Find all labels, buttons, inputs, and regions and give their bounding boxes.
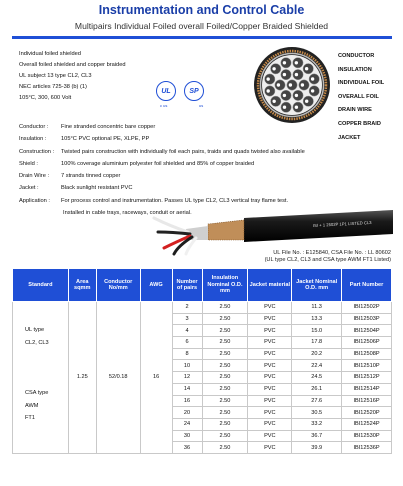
conductor-dot (295, 73, 298, 76)
column-header: Conductor No/mm (96, 269, 140, 302)
conductor-dot (295, 94, 298, 97)
conductor-dot (266, 89, 269, 92)
part-number-cell: IBI12520P (342, 407, 392, 419)
insulation-od-cell: 2.50 (202, 442, 248, 454)
title-divider (12, 36, 392, 39)
jacket-od-cell: 33.2 (292, 418, 342, 430)
jacket-material-cell: PVC (248, 418, 292, 430)
specification-table (12, 268, 392, 454)
jacket-od-cell: 24.5 (292, 372, 342, 384)
layer-label: CONDUCTOR (338, 53, 375, 59)
jacket-od-cell: 11.3 (292, 302, 342, 314)
conductor-dot (277, 83, 280, 86)
spec-item: NEC articles 725-38 (b) (1) (19, 84, 87, 90)
file-number-line: (UL type CL2, CL3 and CSA type AWM FT1 Listed) (264, 257, 391, 263)
property-row (19, 133, 305, 145)
property-value: 7 strands tinned copper (61, 173, 121, 180)
pairs-cell: 36 (172, 442, 202, 454)
spec-item: Overall foiled shielded and copper braided (19, 62, 126, 68)
jacket-material-cell: PVC (248, 302, 292, 314)
property-row (19, 146, 305, 158)
pairs-cell: 24 (172, 418, 202, 430)
jacket-material-cell: PVC (248, 360, 292, 372)
conductor-dot (272, 67, 275, 70)
pairs-cell: 3 (172, 313, 202, 325)
part-number-cell: IBI12508P (342, 348, 392, 360)
file-number-note (265, 250, 391, 264)
property-key: Construction : (19, 148, 55, 155)
pairs-cell: 2 (172, 302, 202, 314)
pairs-cell: 6 (172, 337, 202, 349)
jacket-od-cell: 20.2 (292, 348, 342, 360)
ul-listed-logo: UL (156, 81, 176, 101)
part-number-cell: IBI12502P (342, 302, 392, 314)
table-row (13, 302, 392, 314)
part-number-cell: IBI12512P (342, 372, 392, 384)
jacket-material-cell: PVC (248, 430, 292, 442)
conductor-cell: 52/0.18 (96, 302, 140, 454)
layer-label: INSULATION (338, 66, 372, 73)
part-number-cell: IBI12530P (342, 430, 392, 442)
property-row (19, 121, 305, 133)
page-title: Instrumentation and Control Cable (98, 3, 305, 17)
jacket-material-cell: PVC (248, 383, 292, 395)
jacket-material-cell: PVC (248, 442, 292, 454)
property-row (19, 170, 305, 182)
pairs-cell: 20 (172, 407, 202, 419)
pairs-cell: 30 (172, 430, 202, 442)
conductor-dot (283, 94, 286, 97)
csa-region-mark: us (199, 103, 204, 108)
jacket-od-cell: 27.6 (292, 395, 342, 407)
conductor-dot (295, 106, 298, 109)
column-header: Standard (13, 269, 69, 302)
pairs-cell: 14 (172, 383, 202, 395)
property-value: Black sunlight resistant PVC (61, 185, 133, 192)
jacket-od-cell: 17.8 (292, 337, 342, 349)
conductor-dot (266, 77, 269, 80)
insulation-od-cell: 2.50 (202, 383, 248, 395)
layer-labels (338, 50, 384, 145)
jacket-od-cell: 39.9 (292, 442, 342, 454)
insulation-od-cell: 2.50 (202, 372, 248, 384)
page-subtitle: Multipairs Individual Foiled overall Foiled/Copper Braided Shielded (74, 21, 329, 31)
part-number-cell: IBI12510P (342, 360, 392, 372)
column-header: AWG (140, 269, 172, 302)
ul-region-mark: c us (160, 103, 168, 108)
part-number-cell: IBI12503P (342, 313, 392, 325)
file-number-line: UL File No. : E125840, CSA File No. : LL 80602 (273, 250, 391, 256)
conductor-dot (311, 77, 314, 80)
column-header: Insulation Nominal O.D. mm (202, 269, 248, 302)
property-value: Fine stranded concentric bare copper (61, 124, 156, 130)
jacket-material-cell: PVC (248, 407, 292, 419)
part-number-cell: IBI12536P (342, 442, 392, 454)
layer-label: INDIVIDUAL FOIL (338, 80, 385, 87)
insulation-od-cell: 2.50 (202, 395, 248, 407)
jacket-material-cell: PVC (248, 325, 292, 337)
property-row (19, 182, 305, 194)
spec-item: 105°C, 300, 600 Volt (19, 95, 72, 101)
jacket-material-cell: PVC (248, 372, 292, 384)
standard-line: CL2, CL3 (25, 339, 49, 346)
area-cell: 1.25 (68, 302, 96, 454)
conductor-dot (305, 67, 308, 70)
cable-photo (148, 196, 393, 256)
jacket-od-cell: 36.7 (292, 430, 342, 442)
property-value: Installed in cable trays, raceways, conduit or aerial. (63, 210, 192, 217)
jacket-material-cell: PVC (248, 313, 292, 325)
insulation-od-cell: 2.50 (202, 325, 248, 337)
property-key: Drain Wire : (19, 173, 50, 180)
insulation-od-cell: 2.50 (202, 418, 248, 430)
insulation-od-cell: 2.50 (202, 430, 248, 442)
cable-cross-section-diagram (252, 45, 332, 125)
layer-label: DRAIN WIRE (338, 107, 372, 114)
conductor-dot (283, 106, 286, 109)
conductor-dot (289, 83, 292, 86)
standard-line: CSA type (25, 390, 49, 396)
insulation-od-cell: 2.50 (202, 337, 248, 349)
jacket-material-cell: PVC (248, 395, 292, 407)
standard-line: UL type (25, 327, 45, 333)
layer-label: OVERALL FOIL (338, 93, 379, 100)
conductor-dot (301, 83, 304, 86)
jacket-od-cell: 22.4 (292, 360, 342, 372)
pairs-cell: 8 (172, 348, 202, 360)
pairs-cell: 4 (172, 325, 202, 337)
jacket-od-cell: 26.1 (292, 383, 342, 395)
insulation-od-cell: 2.50 (202, 313, 248, 325)
column-header: Jacket material (248, 269, 292, 302)
pairs-cell: 16 (172, 395, 202, 407)
property-key: Application : (19, 197, 50, 204)
csa-logo: SP (184, 81, 204, 101)
layer-label: COPPER BRAID (338, 120, 381, 127)
column-header: Jacket Nominal O.D. mm (292, 269, 342, 302)
property-row (19, 158, 305, 170)
insulation-od-cell: 2.50 (202, 360, 248, 372)
insulation-od-cell: 2.50 (202, 348, 248, 360)
jacket-material-cell: PVC (248, 348, 292, 360)
part-number-cell: IBI12504P (342, 325, 392, 337)
property-value: For process control and instrumentation. Passes UL type CL2, CL3 vertical tray flame test. (61, 197, 289, 204)
conductor-dot (283, 61, 286, 64)
column-header: Area sqmm (68, 269, 96, 302)
pairs-cell: 10 (172, 360, 202, 372)
property-value: 105°C PVC optional PE, XLPE, PP (61, 136, 150, 143)
standard-line: FT1 (25, 415, 35, 421)
insulation-od-cell: 2.50 (202, 302, 248, 314)
part-number-cell: IBI12506P (342, 337, 392, 349)
property-value: Twisted pairs construction with individually foil each pairs, traids and quads twisted also available (61, 148, 305, 155)
layer-label: JACKET (338, 134, 361, 141)
column-header: Number of pairs (172, 269, 202, 302)
spec-item: Individual foiled shielded (19, 51, 81, 57)
table-header-row (13, 269, 392, 302)
pairs-cell: 12 (172, 372, 202, 384)
jacket-od-cell: 30.5 (292, 407, 342, 419)
insulation-od-cell: 2.50 (202, 407, 248, 419)
property-value: 100% coverage aluminium polyester foil shielded and 85% of copper braided (61, 160, 255, 167)
cable-print-text: ISI + 1 2502P 1P1 LISTED CL3 (312, 219, 372, 228)
jacket-material-cell: PVC (248, 337, 292, 349)
conductor-dot (311, 89, 314, 92)
conductor-dot (272, 100, 275, 103)
jacket-od-cell: 13.3 (292, 313, 342, 325)
standard-line: AWM (25, 402, 39, 409)
conductor-dot (295, 61, 298, 64)
spec-list (19, 49, 126, 104)
property-key: Jacket : (19, 185, 39, 192)
part-number-cell: IBI12516P (342, 395, 392, 407)
part-number-cell: IBI12514P (342, 383, 392, 395)
part-number-cell: IBI12524P (342, 418, 392, 430)
property-key: Shield : (19, 160, 38, 167)
awg-cell: 16 (140, 302, 172, 454)
conductor-dot (305, 100, 308, 103)
property-key: Conductor : (19, 124, 49, 130)
column-header: Part Number (342, 269, 392, 302)
jacket-od-cell: 15.0 (292, 325, 342, 337)
property-key: Insulation : (19, 136, 47, 143)
standard-cell (13, 302, 69, 454)
conductor-dot (283, 73, 286, 76)
spec-item: UL subject 13 type CL2, CL3 (19, 73, 92, 79)
